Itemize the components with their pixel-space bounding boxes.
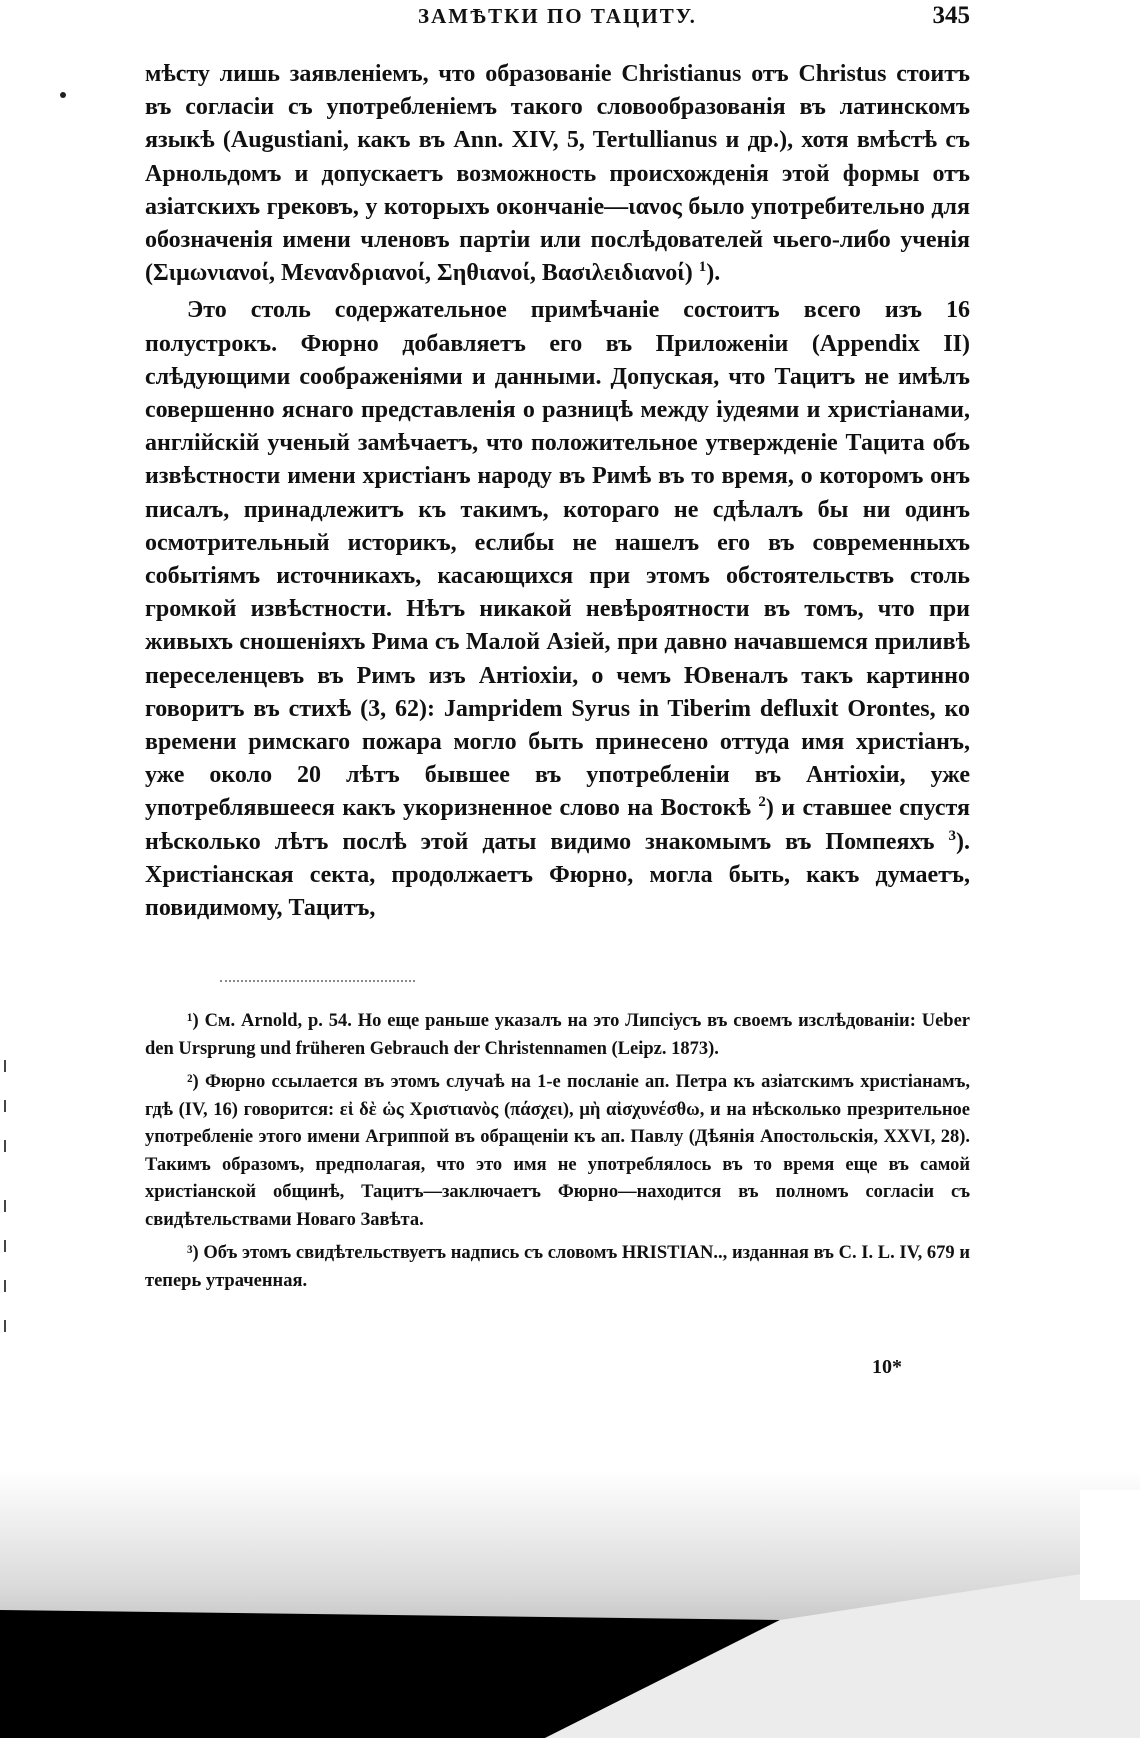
margin-mark — [4, 1100, 6, 1112]
page-number: 345 — [932, 2, 970, 29]
scan-edge-shadow — [0, 1470, 1140, 1738]
margin-dot — [60, 92, 66, 98]
footnotes — [145, 1008, 970, 1301]
main-text — [145, 58, 970, 925]
footnote-3-text: Объ этомъ свидѣтельствуетъ надпись съ словомъ HRISTIAN.., изданная въ C. I. L. IV, 679 и теперь утраченная. — [145, 1243, 971, 1291]
footnote-2 — [145, 1069, 970, 1234]
footnote-1-marker: ¹) — [187, 1011, 199, 1031]
margin-mark — [4, 1280, 6, 1292]
paragraph-2-end: . Христіанская секта, продолжаетъ Фюрно, могла быть, какъ думаетъ, повидимому, Тацитъ, — [145, 828, 970, 922]
footnote-ref-2: 2 — [758, 794, 766, 811]
margin-mark — [4, 1140, 6, 1152]
paragraph-1-text: мѣсту лишь заявленіемъ, что образованіе Christianus отъ Christus стоитъ въ согласіи съ употребленіемъ такого словообразованія въ латинскомъ языкѣ (Augustiani, какъ въ Ann. XIV, 5, Tertullianus и др.), хотя вмѣстѣ съ Арнольдомъ и допускаетъ возможность происхожденія этой формы отъ азіатскихъ грековъ, у которыхъ окончаніе—ιανος было употребительно для обозначенія имени членовъ партіи или послѣдователей чьего-либо ученія (Σιμωνιανοί, Μενανδριανοί, Σηθιανοί, Βασιλειδιανοί) — [145, 61, 970, 287]
footnote-2-marker: ²) — [187, 1072, 199, 1092]
margin-mark — [4, 1320, 6, 1332]
footnote-3-marker: ³) — [187, 1243, 199, 1263]
footnote-1 — [145, 1008, 970, 1063]
margin-mark — [4, 1200, 6, 1212]
signature-mark: 10* — [872, 1356, 902, 1378]
paragraph-1 — [145, 58, 970, 290]
footnote-ref-1: 1 — [698, 259, 707, 276]
footnote-1-text: См. Arnold, p. 54. Но еще раньше указалъ на это Липсіусъ въ своемъ изслѣдованіи: Ueber den Ursprung und früheren Gebrauch der Christennamen (Leipz. 1873). — [145, 1011, 970, 1059]
paragraph-2-text: Это столь содержательное примѣчаніе состоитъ всего изъ 16 полустрокъ. Фюрно добавляетъ его въ Приложеніи (Appendix II) слѣдующими соображеніями и данными. Допуская, что Тацитъ не имѣлъ совершенно яснаго представленія о разницѣ между іудеями и христіанами, англійскій ученый замѣчаетъ, что положительное утвержденіе Тацита объ извѣстности имени христіанъ народу въ Римѣ въ то время, о которомъ онъ писалъ, принадлежитъ къ такимъ, котораго не сдѣлалъ бы ни одинъ осмотрительный историкъ, еслибы не нашелъ его въ современныхъ событіямъ источникахъ, касающихся при этомъ обстоятельствъ столь громкой извѣстности. Нѣтъ никакой невѣроятности въ томъ, что при живыхъ сношеніяхъ Рима съ Малой Азіей, при давно начавшемся приливѣ переселенцевъ въ Римъ изъ Антіохіи, о чемъ Ювеналъ такъ картинно говоритъ въ стихѣ (3, 62): Jampridem Syrus in Tiberim defluxit Orontes, ко времени римскаго пожара могло быть принесено оттуда имя христіанъ, уже около 20 лѣтъ бывшее въ употребленіи въ Антіохіи, уже употреблявшееся какъ укоризненное слово на Востокѣ — [145, 297, 970, 822]
footnote-2-text: Фюрно ссылается въ этомъ случаѣ на 1-е посланіе ап. Петра къ азіатскимъ христіанамъ, гдѣ (IV, 16) говорится: εἰ δὲ ὡς Χριστιανὸς (πάσχει), μὴ αἰσχυνέσθω, и на нѣсколько презрительное употребленіе этого имени Агриппой въ обращеніи къ ап. Павлу (Дѣянія Апостольскія, XXVI, 28). Такимъ образомъ, предполагая, что это имя не употреблялось въ то время еще въ самой христіанской общинѣ, Тацитъ—заключаетъ Фюрно—находится въ полномъ согласіи съ свидѣтельствами Новаго Завѣта. — [145, 1072, 971, 1230]
footnote-divider — [220, 980, 415, 982]
margin-marks — [2, 1060, 16, 1360]
footnote-ref-3: 3 — [948, 827, 956, 844]
margin-mark — [4, 1240, 6, 1252]
margin-mark — [4, 1060, 6, 1072]
page-header — [145, 4, 970, 34]
running-head: ЗАМѢТКИ ПО ТАЦИТУ. — [418, 4, 697, 28]
closing-paren: ). — [706, 260, 721, 287]
paragraph-2-continued: и ставшее спустя нѣсколько лѣтъ послѣ этой даты видимо знакомымъ въ Помпеяхъ — [145, 795, 970, 855]
footnote-3 — [145, 1240, 970, 1295]
paragraph-2: Это столь содержательное примѣчаніе состоитъ всего изъ 16 полустрокъ. Фюрно добавляетъ его въ Приложеніи (Appendix II) слѣдующими соображеніями и данными. Допуская, что Тацитъ не имѣлъ совершенно яснаго представленія о разницѣ между іудеями и христіанами, англійскій ученый замѣчаетъ, что положительное утвержденіе Тацита объ извѣстности имени христіанъ народу въ Римѣ въ то время, о которомъ онъ писалъ, принадлежитъ къ такимъ, котораго не сдѣлалъ бы ни одинъ осмотрительный историкъ, еслибы не нашелъ его въ современныхъ событіямъ источникахъ, касающихся при этомъ обстоятельствъ столь громкой извѣстности. Нѣтъ никакой невѣроятности въ томъ, что при живыхъ сношеніяхъ Рима съ Малой Азіей, при давно начавшемся приливѣ переселенцевъ въ Римъ изъ Антіохіи, о чемъ Ювеналъ такъ картинно говоритъ въ стихѣ (3, 62): Jampridem Syrus in Tiberim defluxit Orontes, ко времени римскаго пожара могло быть принесено оттуда имя христіанъ, уже около 20 лѣтъ бывшее въ употребленіи въ Антіохіи, уже употреблявшееся какъ укоризненное слово на Востокѣ $^2$) и ставшее спустя нѣсколько лѣтъ послѣ этой даты видимо знакомымъ въ Помпеяхъ $^3$). Христіанская секта, продолжаетъ Фюрно, могла быть, какъ думаетъ, повидимому, Тацитъ, — [145, 297, 970, 922]
